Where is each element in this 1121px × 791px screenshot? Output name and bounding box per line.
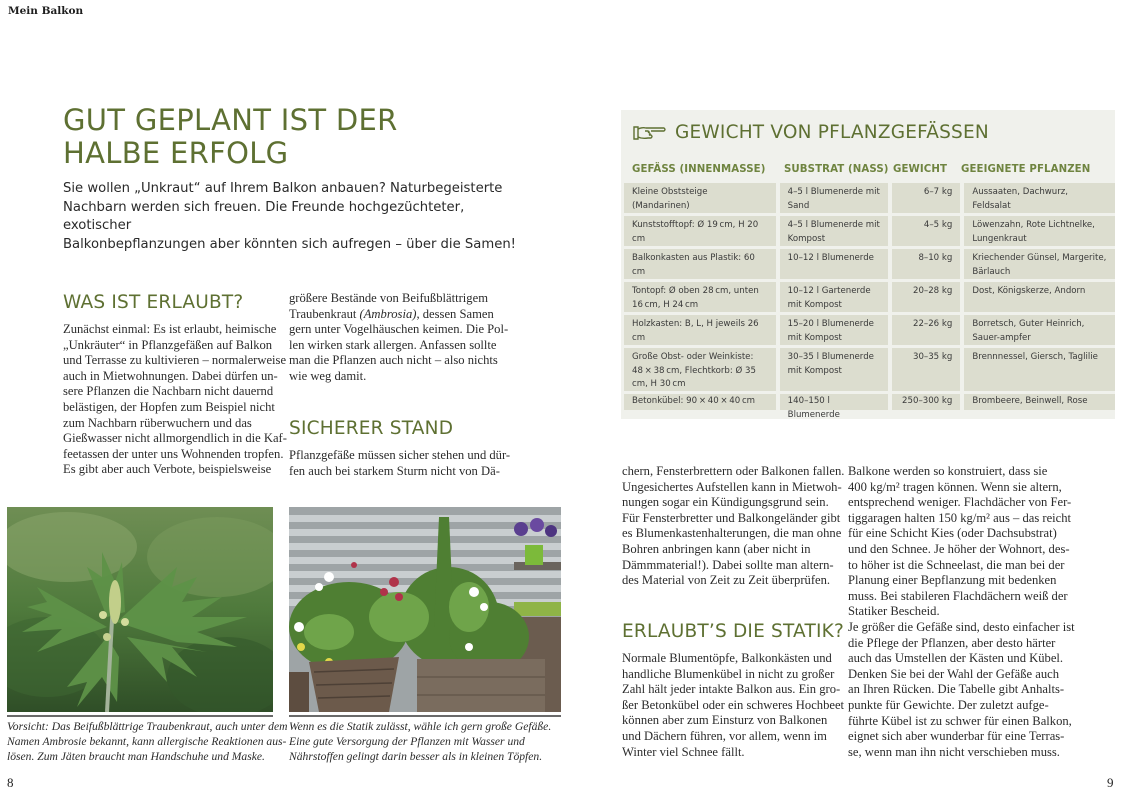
text-fragment: , dessen Samen xyxy=(416,306,494,321)
cell-substrate: 4–5 l Blumenerde mit Sand xyxy=(780,183,889,213)
text-line: man die Pflanzen auch nicht – also nichts xyxy=(289,353,498,368)
caption-line: Eine gute Versorgung der Pflanzen mit Wasser und xyxy=(289,735,525,748)
cell-plants: Kriechender Günsel, Margerite, Bärlauch xyxy=(964,249,1115,279)
text-line: und Terrasse zu kultivieren – normalerweise xyxy=(63,353,287,368)
table-row xyxy=(621,315,1115,345)
text-line: Dämmmaterial!). Dabei sollte man altern- xyxy=(622,557,834,572)
caption-ragweed xyxy=(7,715,288,764)
text-line: es Blumenkastenhalterungen, die man ohne xyxy=(622,526,842,541)
cell-substrate: 30–35 l Blumenerde mit Kompost xyxy=(780,348,889,391)
cell-container: Kleine Obststeige (Mandarinen) xyxy=(624,183,776,213)
table-row xyxy=(621,348,1115,391)
text-line: se, wenn man ihn nicht verschieben muss. xyxy=(848,744,1060,759)
cell-container: Betonkübel: 90 × 40 × 40 cm xyxy=(624,394,776,410)
text-line: eignet sich aber wunderbar für eine Terras- xyxy=(848,729,1065,744)
cell-weight: 250–300 kg xyxy=(892,394,960,410)
text-line: Je größer die Gefäße sind, desto einfacher ist xyxy=(848,619,1075,634)
cell-plants: Brennnessel, Giersch, Taglilie xyxy=(964,348,1115,391)
text-line: Bohren anbringen kann (aber nicht in xyxy=(622,541,811,556)
text-line: fen auch bei starkem Sturm nicht von Dä- xyxy=(289,463,500,478)
latin-name: (Ambrosia) xyxy=(359,306,417,321)
lead-line: Sie wollen „Unkraut“ auf Ihrem Balkon anbauen? Naturbegeisterte xyxy=(63,181,503,196)
page-number-left: 8 xyxy=(7,775,14,790)
column-header-substrate: SUBSTRAT (NASS) xyxy=(784,163,889,175)
text-line: Balkone werden so konstruiert, dass sie xyxy=(848,464,1048,478)
text-line: feetassen der unter uns Wohnenden tropfen. xyxy=(63,446,284,461)
table-title xyxy=(633,122,989,143)
text-line: können aber zum Einsturz von Balkonen xyxy=(622,713,828,728)
table-row xyxy=(621,394,1115,420)
text-line: len wirken stark allergen. Anfassen sollte xyxy=(289,337,497,352)
text-fragment: Traubenkraut xyxy=(289,306,360,321)
text-line: muss. Bei stabileren Flachdächern weiß der xyxy=(848,588,1068,603)
text-line: auch in Mietwohnungen. Dabei dürfen un- xyxy=(63,368,278,383)
cell-plants: Löwenzahn, Rote Lichtnelke, Lungenkraut xyxy=(964,216,1115,246)
text-line: Gießwasser nicht allmorgendlich in die Kaf- xyxy=(63,431,287,446)
text-line: des Material von Zeit zu Zeit überprüfen. xyxy=(622,573,831,588)
cell-plants: Aussaaten, Dachwurz, Feldsalat xyxy=(964,183,1115,213)
text-line: Denken Sie bei der Wahl der Gefäße auch xyxy=(848,666,1060,681)
cell-substrate: 4–5 l Blumenerde mit Kompost xyxy=(780,216,889,246)
text-line: führte Kübel ist zu schwer für einen Balkon, xyxy=(848,713,1072,728)
cell-substrate: 15–20 l Blumenerde mit Kompost xyxy=(780,315,889,345)
cell-substrate: 10–12 l Blumenerde xyxy=(780,249,889,279)
text-line: Zunächst einmal: Es ist erlaubt, heimische xyxy=(63,322,277,336)
text-line: an Ihren Rücken. Die Tabelle gibt Anhalts- xyxy=(848,682,1065,697)
text-line: auch das Umstellen der Kästen und Kübel. xyxy=(848,651,1064,666)
cell-weight: 8–10 kg xyxy=(892,249,960,279)
ragweed-image xyxy=(7,507,273,712)
body-column-3-continued xyxy=(622,651,845,760)
table-header-row xyxy=(621,158,1115,180)
table-row xyxy=(621,249,1115,279)
text-line: Ungesichertes Aufstellen kann in Mietwoh- xyxy=(622,479,842,494)
text-line: Pflanzgefäße müssen sicher stehen und dür- xyxy=(289,448,511,462)
text-line: gern unter Vogelhäuschen keimen. Die Pol- xyxy=(289,322,509,337)
text-line: chern, Fensterbrettern oder Balkonen fallen. xyxy=(622,464,845,478)
cell-container: Tontopf: Ø oben 28 cm, unten 16 cm, H 24 cm xyxy=(624,282,776,312)
cell-weight: 30–35 kg xyxy=(892,348,960,391)
text-line: tiggaragen halten 150 kg/m² aus – das reicht xyxy=(848,510,1072,525)
table-row xyxy=(621,282,1115,312)
text-line: Normale Blumentöpfe, Balkonkästen und xyxy=(622,651,832,665)
page-title xyxy=(63,104,543,170)
text-line: und den Schnee. Je höher der Wohnort, des- xyxy=(848,541,1070,556)
body-column-2 xyxy=(289,291,509,385)
photo-balcony-planters xyxy=(289,507,561,712)
text-line: wie weg damit. xyxy=(289,368,367,383)
cell-substrate: 140–150 l Blumenerde xyxy=(780,394,889,410)
cell-weight: 4–5 kg xyxy=(892,216,960,246)
text-line: Planung einer Bepflanzung mit bedenken xyxy=(848,573,1057,588)
running-head: Mein Balkon xyxy=(8,5,84,17)
caption-line: Vorsicht: Das Beifußblättrige Traubenkraut, auch unter dem xyxy=(7,720,288,733)
text-line: to höher ist die Schneelast, die man bei der xyxy=(848,557,1065,572)
text-line: Statiker Bescheid. xyxy=(848,604,940,619)
text-line xyxy=(289,307,504,323)
cell-substrate: 10–12 l Gartenerde mit Kompost xyxy=(780,282,889,312)
text-line: 400 kg/m² tragen können. Wenn sie altern, xyxy=(848,479,1062,494)
caption-line: Namen Ambrosie bekannt, kann allergische Reaktionen aus- xyxy=(7,735,287,748)
caption-balcony-planters xyxy=(289,715,561,764)
text-line: Es gibt aber auch Verbote, beispielsweise xyxy=(63,462,272,477)
column-header-container: GEFÄSS (INNENMASSE) xyxy=(632,163,766,175)
cell-weight: 6–7 kg xyxy=(892,183,960,213)
cell-plants: Borretsch, Guter Heinrich, Sauer-ampfer xyxy=(964,315,1115,345)
cell-weight: 22–26 kg xyxy=(892,315,960,345)
heading-sicherer-stand: SICHERER STAND xyxy=(289,418,454,439)
page-title-line-1: GUT GEPLANT IST DER xyxy=(63,103,398,137)
lead-line: Nachbarn werden sich freuen. Die Freunde hochgezüchteter, exotischer xyxy=(63,199,465,233)
cell-container: Kunststofftopf: Ø 19 cm, H 20 cm xyxy=(624,216,776,246)
text-line: handliche Blumenkübel in nicht zu großer xyxy=(622,666,835,681)
heading-was-ist-erlaubt: WAS IST ERLAUBT? xyxy=(63,292,244,313)
cell-container: Balkonkasten aus Plastik: 60 cm xyxy=(624,249,776,279)
caption-line: Wenn es die Statik zulässt, wähle ich gern große Gefäße. xyxy=(289,720,552,733)
body-column-2-continued xyxy=(289,448,511,479)
photo-ragweed xyxy=(7,507,273,712)
text-line: „Unkräuter“ in Pflanzgefäßen auf Balkon xyxy=(63,337,273,352)
text-line: sere Pflanzen die Nachbarn nicht dauernd xyxy=(63,384,274,399)
text-line: und Dächern führen, vor allem, wenn im xyxy=(622,728,827,743)
weight-table-panel xyxy=(621,110,1115,419)
text-line: Für Fensterbretter und Balkongeländer gibt xyxy=(622,510,841,525)
text-line: nungen sogar ein Kündigungsgrund sein. xyxy=(622,495,829,510)
column-header-weight: GEWICHT xyxy=(893,163,948,175)
cell-weight: 20–28 kg xyxy=(892,282,960,312)
planters-image xyxy=(289,507,561,712)
text-line: zum Nachbarn rüberwuchern und das xyxy=(63,415,252,430)
body-column-1 xyxy=(63,322,287,478)
table-row xyxy=(621,183,1115,213)
column-header-plants: GEEIGNETE PFLANZEN xyxy=(961,163,1091,175)
text-line: Winter viel Schnee fällt. xyxy=(622,744,745,759)
table-row xyxy=(621,216,1115,246)
table-title-text: GEWICHT VON PFLANZGEFÄSSEN xyxy=(675,122,989,143)
text-line: belästigen, der Hopfen zum Beispiel nicht xyxy=(63,399,275,414)
text-line: entsprechend weniger. Flachdächer von Fer- xyxy=(848,495,1072,510)
caption-line: Nährstoffen gelingt darin besser als in kleinen Töpfen. xyxy=(289,750,543,763)
text-line: Zahl hält jeder intakte Balkon aus. Ein gro- xyxy=(622,682,841,697)
page-title-line-2: HALBE ERFOLG xyxy=(63,136,289,170)
lead-paragraph xyxy=(63,180,533,254)
text-line: die Pflege der Pflanzen, aber desto härter xyxy=(848,635,1056,650)
text-line: für eine Schicht Kies (oder Dachsubstrat) xyxy=(848,526,1057,541)
cell-plants: Brombeere, Beinwell, Rose xyxy=(964,394,1115,410)
body-column-4 xyxy=(848,464,1075,760)
page-number-right: 9 xyxy=(1107,775,1114,790)
body-column-3 xyxy=(622,464,845,589)
text-line: ßer Betonkübel oder ein schweres Hochbeet xyxy=(622,697,845,712)
text-line: punkte für Gewichte. Der zuletzt aufge- xyxy=(848,697,1049,712)
lead-line: Balkonbepflanzungen aber könnten sich aufregen – über die Samen! xyxy=(63,236,516,252)
cell-container: Große Obst- oder Weinkiste: 48 × 38 cm, Flechtkorb: Ø 35 cm, H 30 cm xyxy=(624,348,776,391)
pointing-hand-icon xyxy=(633,124,667,142)
heading-statik: ERLAUBT’S DIE STATIK? xyxy=(622,621,844,642)
cell-container: Holzkasten: B, L, H jeweils 26 cm xyxy=(624,315,776,345)
weight-table xyxy=(621,158,1115,420)
caption-line: lösen. Zum Jäten braucht man Handschuhe und Maske. xyxy=(7,750,265,763)
cell-plants: Dost, Königskerze, Andorn xyxy=(964,282,1115,312)
text-line: größere Bestände von Beifußblättrigem xyxy=(289,291,488,305)
